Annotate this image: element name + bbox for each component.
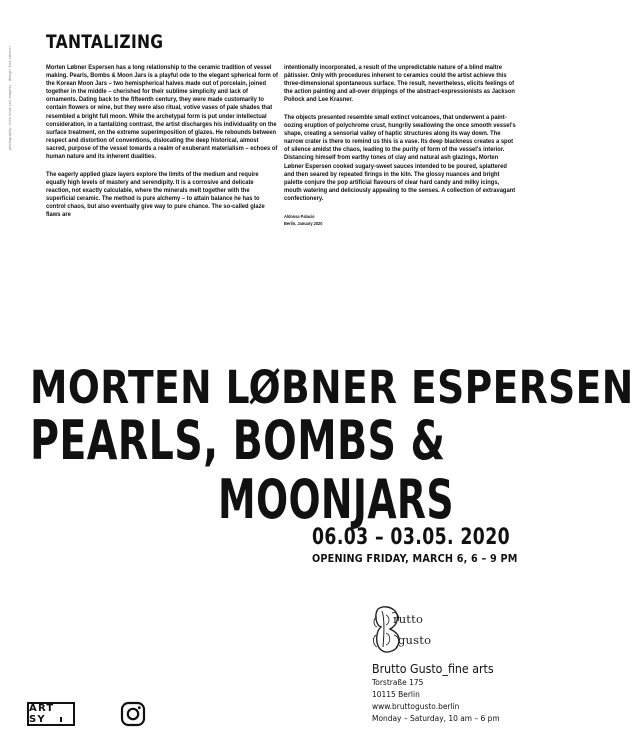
- essay-column-right: [284, 64, 516, 228]
- gallery-city: 10115 Berlin: [372, 688, 420, 699]
- gallery-street: Torstraße 175: [372, 677, 424, 687]
- artsy-logo[interactable]: [27, 702, 75, 726]
- essay-signature: [284, 213, 516, 228]
- artsy-label: ART SY: [29, 703, 55, 725]
- gallery-contact: [372, 662, 532, 725]
- exhibition-title-line-1: PEARLS, BOMBS &: [30, 409, 446, 472]
- essay-paragraph: Morten Løbner Espersen has a long relationship to the ceramic tradition of vessel making. Pearls, Bombs & Moon Jars is a playful ode to the elegant spherical form of the Korean Moon Jars – two hemispherical halves made out of porcelain, joined together in the middle – cherished for their sublime simplicity and lack of ornaments. Dating back to the fifteenth century, they were made customarily to contain flowers or wine, but they were also ritual, votive vases of pale shades that resembled a bright full moon. While the archetypal form is put under intellectual consideration, in a tantalizing contrast, the artist discharges his individuality on the surface treatment, on the extreme superimposition of glazes. He rebounds between respect and distortion of conventions, dislocating the deep historical, almost sacred, purpose of the vessel towards a realm of exuberant materialism – echoes of human nature and its inherent dualities.: [46, 64, 278, 161]
- signature-place-date: Berlin, January 2020: [284, 221, 323, 226]
- artist-name: MORTEN LØBNER ESPERSEN: [30, 361, 634, 414]
- logo-word-2: gusto: [398, 633, 432, 647]
- exhibition-title-line-2: MOONJARS: [218, 468, 454, 531]
- gallery-name: Brutto Gusto_fine arts: [372, 662, 494, 676]
- signature-author: Aldonsa Palacio: [284, 213, 315, 219]
- logo-word-1: rutto: [393, 612, 424, 626]
- gallery-logo-mark: [372, 605, 492, 657]
- essay-paragraph: intentionally incorporated, a result of the unpredictable nature of a blind maître pâtissier. Only with procedures inherent to ceramics could the artist achieve this three-dimensional spontaneous surface. The result, nevertheless, elicits feelings of the action painting and all-over drippings of the abstract-expressionists as Jackson Pollock and Lee Krasner.: [284, 64, 515, 104]
- instagram-icon[interactable]: [120, 701, 146, 727]
- gallery-logo: [372, 605, 492, 657]
- opening-info: OPENING FRIDAY, MARCH 6, 6 – 9 PM: [312, 553, 518, 565]
- gallery-hours: Monday – Saturday, 10 am – 6 pm: [372, 712, 500, 723]
- essay-paragraph: The eagerly applied glaze layers explore the limits of the medium and require equally high levels of mastery and serendipity. It is a corrosive and delicate reaction, not exactly calculable, where the minerals melt together with the superficial ceramic. The method is pure alchemy – to attain balance he has to control chaos, but also eventually give way to pure chance. The so-called glaze flaws are: [46, 170, 265, 219]
- photo-credit: photography: chris bhok (all images) · design: tina vannier: [8, 45, 12, 150]
- exhibition-dates: 06.03 – 03.05. 2020: [312, 525, 511, 550]
- essay-heading: TANTALIZING: [46, 31, 164, 53]
- gallery-website[interactable]: www.bruttogusto.berlin: [372, 700, 460, 711]
- essay-paragraph: The objects presented resemble small extinct volcanoes, that underwent a paint-oozing eruption of polychrome crust, hungrily swallowing the once smooth vessel's shape, creating a sensorial valley of haptic structures along its way down. The narrow crater is there to remind us this is a vase. Its deep blackness creates a spot of silence amidst the chaos, leading to the purity of form of the vessel's interior. Distancing himself from earthy tones of clay and natural ash glazings, Morten Løbner Espersen cooked sugary-sweet sauces intended to be poured, splattered and then seared by repeated firings in the kiln. The glossy nuances and bright palette conjure the pop artificial flavours of clear hard candy and milky icings, mouth watering and deliciously appealing to the senses. A collection of extravagant confectionery.: [284, 113, 516, 202]
- essay-column-left: [46, 64, 278, 229]
- artsy-logo-tick: [60, 717, 62, 722]
